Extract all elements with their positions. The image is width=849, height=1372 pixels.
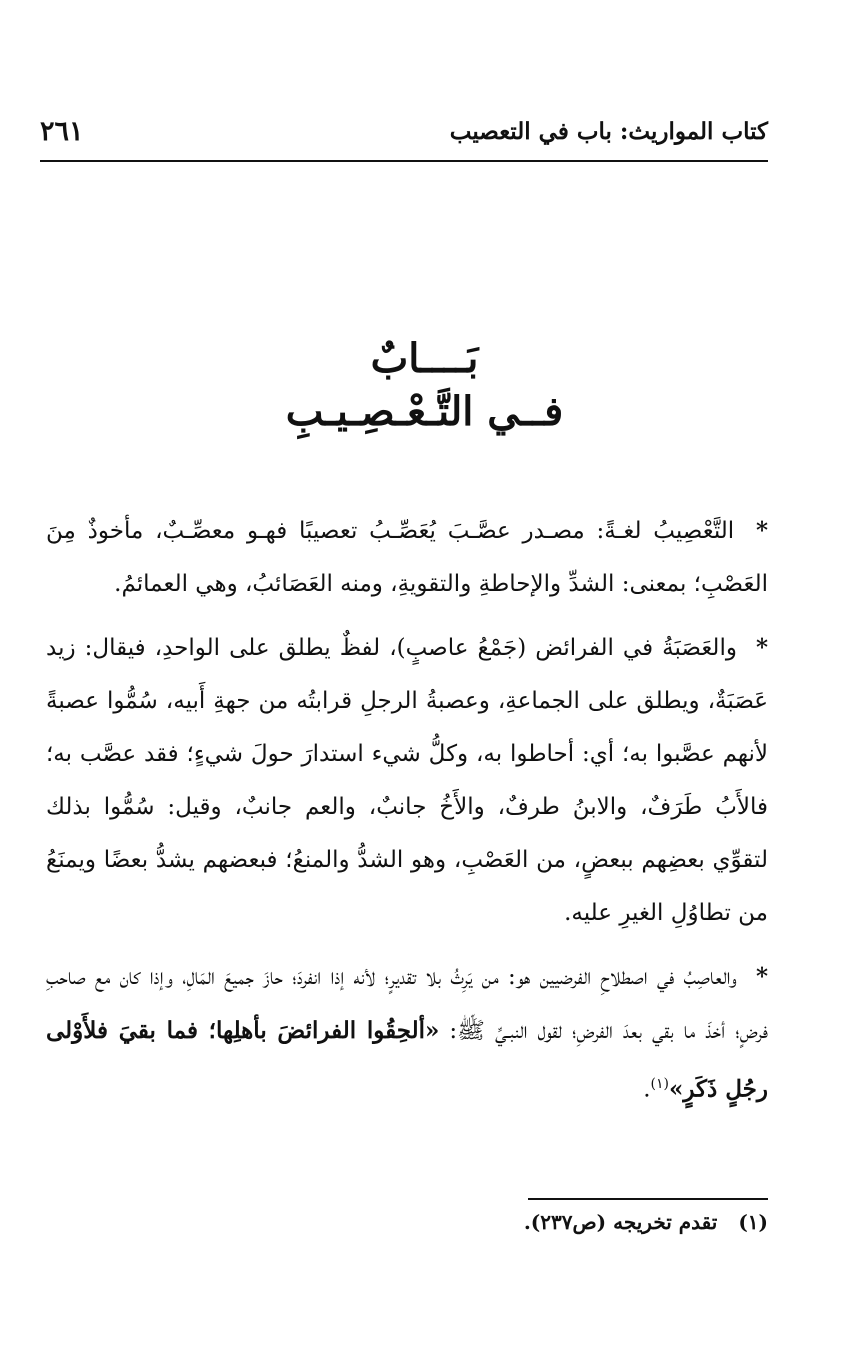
header-title: كتاب المواريث: باب في التعصيب — [449, 118, 768, 145]
footnote-rule — [528, 1198, 768, 1200]
paragraph-text: والعَصَبَةُ في الفرائض (جَمْعُ عاصبٍ)، لفظٌ يطلق على الواحدِ، فيقال: زيد عَصَبَةٌ، ويطلق على الجماعةِ، وعصبةُ الرجلِ قرابتُه من جهةِ أَبيه، سُمُّوا عصبةً لأنهم عصَّبوا به؛ أي: أحاطوا به، وكلُّ شيء استدارَ حولَ شيءٍ؛ فقد عصَّب به؛ فالأَبُ طَرَفٌ، والابنُ طرفٌ، والأَخُ جانبٌ، والعم جانبٌ، وقيل: سُمُّوا بذلك لتقوِّي بعضِهم ببعضٍ، من العَصْبِ، وهو الشدُّ والمنعُ؛ فبعضهم يشدُّ بعضًا ويمنَعُ من تطاوُلِ الغيرِ عليه. — [46, 635, 768, 926]
star-bullet: * — [755, 634, 768, 661]
paragraph-end: . — [643, 1076, 651, 1103]
chapter-title: فــي التَّـعْـصِـيـبِ — [285, 388, 564, 435]
body-text — [46, 504, 768, 1127]
running-header — [40, 118, 768, 162]
paragraph-text: والعاصِبُ في اصطلاحِ الفرضيين هو: من يَرِثُ بلا تقديرٍ؛ لأنه إذا انفردَ؛ حازَ جميعَ المَالِ، وإذا كان مع صاحبِ فرضٍ؛ أخذَ ما بقي بعدَ الفرضِ؛ لقول النبـيِّ ﷺ: — [46, 964, 769, 1044]
star-bullet: * — [755, 963, 769, 990]
footnote-reference[interactable]: (١) — [650, 1076, 669, 1092]
footnote — [68, 1210, 768, 1234]
hadith-quote: «ألحِقُوا الفرائضَ بأهلِها؛ فما بقيَ فلأَوْلى رجُلٍ ذَكَرٍ» — [46, 1017, 768, 1103]
paragraph-text: التَّعْصِيبُ لغـةً: مصـدر عصَّـبَ يُعَصِّـبُ تعصيبًا فهـو معصِّـبٌ، مأخوذٌ مِنَ العَصْبِ؛ بمعنى: الشدِّ والإحاطةِ والتقويةِ، ومنه العَصَائبُ، وهي العمائمُ. — [46, 518, 768, 597]
footnote-number: (١) — [738, 1210, 768, 1234]
chapter-label: بَــــابٌ — [370, 335, 479, 382]
header-rule — [40, 160, 768, 162]
footnote-text: تقدم تخريجه (ص٢٣٧). — [523, 1210, 718, 1234]
paragraph-definition — [46, 504, 768, 611]
page-number: ٢٦١ — [40, 116, 84, 147]
paragraph-asaba — [46, 621, 768, 940]
star-bullet: * — [755, 517, 769, 544]
paragraph-asib — [46, 950, 768, 1117]
